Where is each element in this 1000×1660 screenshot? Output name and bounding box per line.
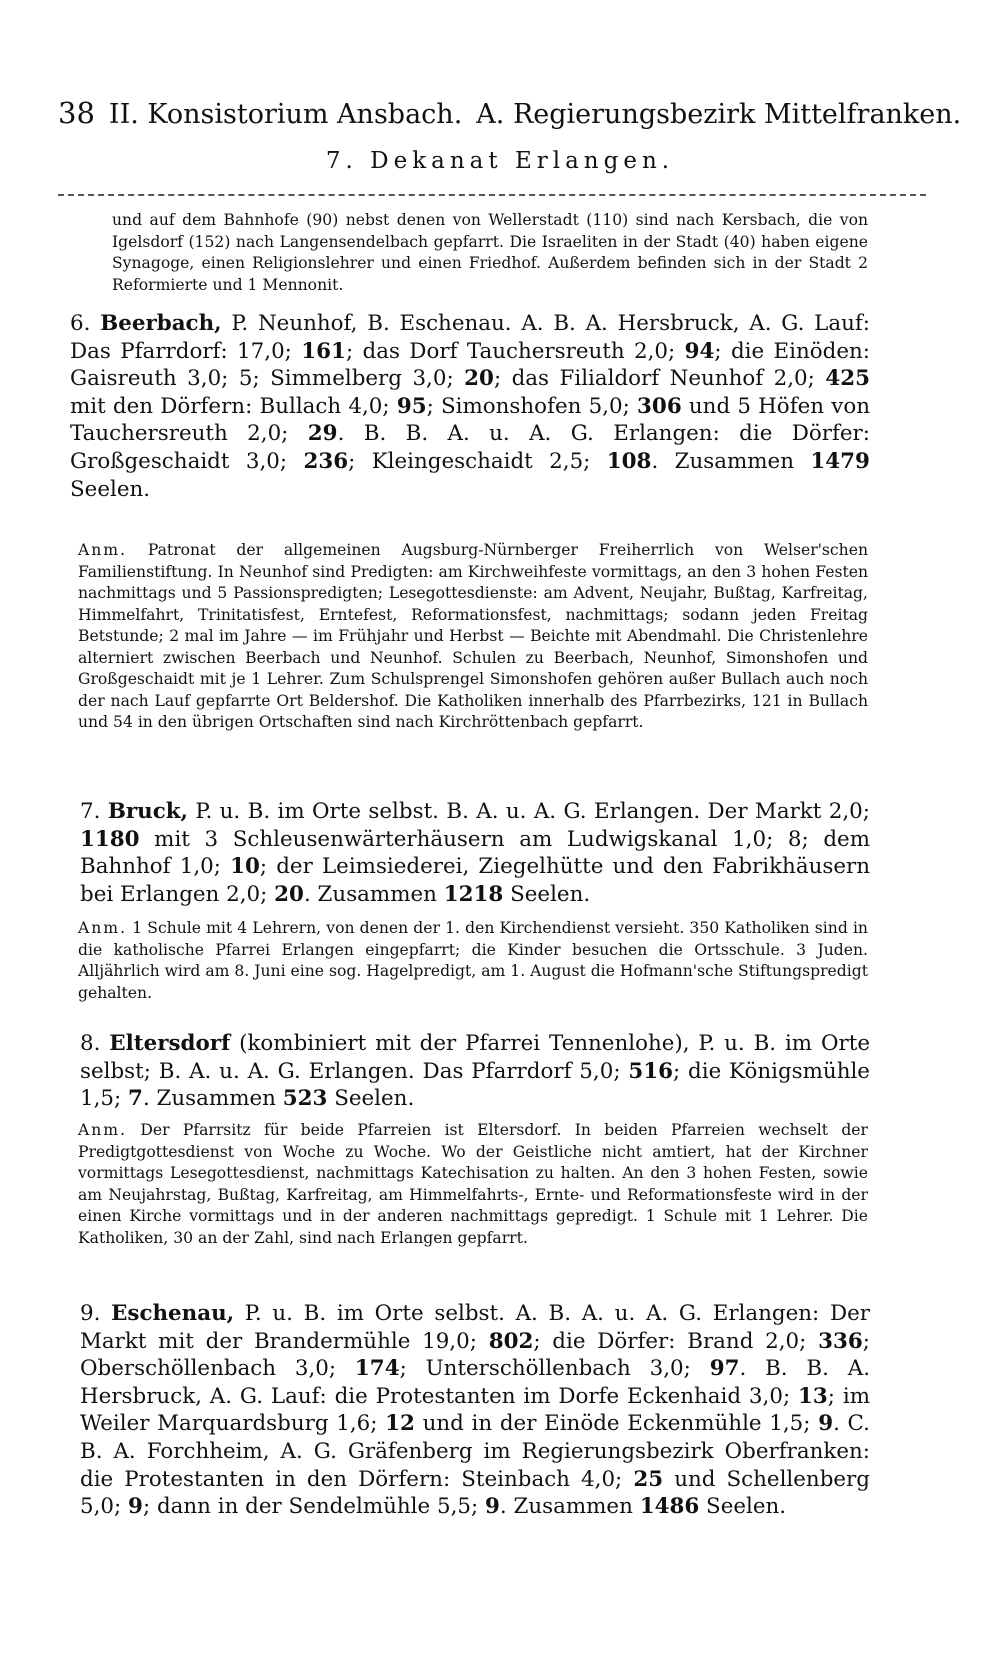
population-count: 7: [128, 1086, 143, 1112]
population-count: 174: [354, 1356, 400, 1382]
entry-text: und in der Einöde Eckenmühle 1,5;: [414, 1411, 811, 1437]
entry-text: ; das Filialdorf Neunhof 2,0;: [493, 366, 815, 392]
entry-beerbach: [70, 310, 870, 503]
entry-text: ; die Dörfer: Brand 2,0;: [533, 1328, 807, 1354]
entry-text: ; das Dorf Tauchersreuth 2,0;: [345, 338, 676, 364]
entry-text: . B. B. A. u. A. G. Erlangen: die Dörfer: Großgeschaidt 3,0;: [70, 421, 870, 474]
entry-text: P. u. B. im Orte selbst. A. B. A. u. A. G. Erlangen: Der Markt mit der Brandermühle 19,0;: [80, 1301, 870, 1354]
population-count: 12: [385, 1411, 415, 1437]
entry-text: ; die Einöden: Gaisreuth 3,0; 5; Simmelberg 3,0;: [70, 338, 870, 392]
population-count: 1180: [80, 826, 140, 852]
header-divider: [58, 194, 926, 196]
entry-text: . Zusammen: [303, 881, 437, 907]
note-label: Anm.: [78, 919, 128, 937]
entry-text: und Schellenberg 5,0;: [80, 1466, 870, 1520]
total-count: 1486: [639, 1494, 700, 1520]
entry-text: . Zusammen: [499, 1494, 633, 1520]
entry-name: Beerbach,: [100, 311, 222, 336]
population-count: 336: [818, 1328, 863, 1354]
entry-eschenau: [80, 1300, 870, 1521]
entry-text: Seelen.: [327, 1086, 415, 1112]
section-subtitle: 7. Dekanat Erlangen.: [325, 148, 675, 174]
header-title: II. Konsistorium Ansbach.: [108, 99, 463, 130]
entry-text: . Zusammen: [142, 1086, 276, 1112]
population-count: 97: [709, 1356, 740, 1382]
page-number: 38: [58, 96, 95, 130]
entry-name: Eschenau,: [111, 1301, 235, 1326]
entry-text: . B. B. A. Hersbruck, A. G. Lauf: die Protestanten im Dorfe Eckenhaid 3,0;: [80, 1356, 870, 1409]
entry-text: ; im Weiler Marquardsburg 1,6;: [80, 1383, 870, 1437]
population-count: 9: [818, 1411, 834, 1437]
entry-note-beerbach: [78, 540, 868, 734]
population-count: 108: [606, 448, 652, 474]
note-text: Der Pfarrsitz für beide Pfarreien ist Eltersdorf. In beiden Pfarreien wechselt der Predigtgottesdienst von Woche zu Woche. Wo der Geistliche nicht amtiert, hat der Kirchner vormittags Lesegottesdienst, nachmittags Katechisation zu halten. An den 3 hohen Festen, sowie am Neujahrstag, Bußtag, Karfreitag, am Himmelfahrts-, Ernte- und Reformationsfeste wird in der einen Kirche vormittags und in der anderen nachmittags gepredigt. 1 Schule mit 1 Lehrer. Die Katholiken, 30 an der Zahl, sind nach Erlangen gepfarrt.: [78, 1121, 868, 1247]
entry-text: mit 3 Schleusenwärterhäusern am Ludwigskanal 1,0; 8; dem Bahnhof 1,0;: [80, 826, 870, 880]
entry-text: ; Simonshofen 5,0;: [426, 393, 630, 419]
note-text: Patronat der allgemeinen Augsburg-Nürnberger Freiherrlich von Welser'schen Familienstiftung. In Neunhof sind Predigten: am Kirchweihfeste vormittags, an den 3 hohen Festen nachmittags und 5 Passionspredigten; Lesegottesdienste: am Advent, Neujahr, Bußtag, Karfreitag, Himmelfahrt, Trinitatisfest, Erntefest, Reformationsfest, nachmittags; sodann jeden Freitag Betstunde; 2 mal im Jahre — im Frühjahr und Herbst — Beichte mit Abendmahl. Die Christenlehre alterniert zwischen Beerbach und Neunhof. Schulen zu Beerbach, Neunhof, Simonshofen und Großgeschaidt mit je 1 Lehrer. Zum Schulsprengel Simonshofen gehören außer Bullach auch noch der nach Lauf gepfarrte Ort Beldershof. Die Katholiken innerhalb des Pfarrbezirks, 121 in Bullach und 54 in den übrigen Ortschaften sind nach Kirchröttenbach gepfarrt.: [78, 541, 868, 731]
entry-text: ; die Königsmühle 1,5;: [80, 1058, 870, 1112]
population-count: 29: [307, 421, 338, 447]
population-count: 10: [230, 854, 260, 880]
total-count: 1218: [443, 881, 504, 907]
population-count: 306: [637, 393, 682, 419]
entry-bruck: [80, 798, 870, 908]
note-text: 1 Schule mit 4 Lehrern, von denen der 1. den Kirchendienst versieht. 350 Katholiken sind in die katholische Pfarrei Erlangen eingepfarrt; die Kinder besuchen die Ortsschule. 3 Juden. Alljährlich wird am 8. Juni eine sog. Hagelpredigt, am 1. August die Hofmann'sche Stiftungspredigt gehalten.: [78, 919, 868, 1002]
entry-number: 7.: [80, 799, 101, 824]
intro-note: und auf dem Bahnhofe (90) nebst denen von Wellerstadt (110) sind nach Kersbach, die von Igelsdorf (152) nach Langensendelbach gepfarrt. Die Israeliten in der Stadt (40) haben eigene Synagoge, einen Religionslehrer und einen Friedhof. Außerdem befinden sich in der Stadt 2 Reformierte und 1 Mennonit.: [112, 211, 868, 294]
population-count: 425: [825, 366, 870, 392]
entry-text: Seelen.: [699, 1494, 787, 1520]
entry-text: und 5 Höfen von Tauchersreuth 2,0;: [70, 393, 870, 447]
entry-text: Seelen.: [503, 881, 591, 907]
entry-number: 8.: [80, 1031, 101, 1056]
page-header: [58, 96, 962, 132]
entry-text: (kombiniert mit der Pfarrei Tennenlohe), P. u. B. im Orte selbst; B. A. u. A. G. Erlangen. Das Pfarrdorf 5,0;: [80, 1031, 870, 1084]
entry-text: P. u. B. im Orte selbst. B. A. u. A. G. Erlangen. Der Markt 2,0;: [195, 799, 870, 824]
note-label: Anm.: [78, 541, 128, 559]
population-count: 95: [396, 393, 427, 419]
population-count: 802: [488, 1328, 534, 1354]
entry-note-eltersdorf: [78, 1120, 868, 1249]
note-label: Anm.: [78, 1121, 128, 1139]
entry-text: ; dann in der Sendelmühle 5,5;: [142, 1494, 479, 1520]
entry-text: ; Kleingeschaidt 2,5;: [348, 448, 591, 474]
population-count: 9: [128, 1494, 143, 1520]
entry-name: Bruck,: [107, 799, 189, 824]
entry-eltersdorf: [80, 1030, 870, 1113]
entry-number: 9.: [80, 1301, 101, 1326]
entry-text: Seelen.: [70, 476, 151, 502]
entry-name: Eltersdorf: [109, 1031, 231, 1056]
entry-text: ; der Leimsiederei, Ziegelhütte und den Fabrikhäusern bei Erlangen 2,0;: [80, 854, 870, 907]
entry-text: P. Neunhof, B. Eschenau. A. B. A. Hersbruck, A. G. Lauf: Das Pfarrdorf: 17,0;: [70, 311, 870, 364]
population-count: 161: [301, 338, 346, 364]
entry-text: mit den Dörfern: Bullach 4,0;: [70, 393, 390, 419]
entry-text: . C. B. A. Forchheim, A. G. Gräfenberg im Regierungsbezirk Oberfranken: die Protestanten in den Dörfern: Steinbach 4,0;: [80, 1411, 870, 1492]
population-count: 236: [303, 448, 349, 474]
population-count: 20: [274, 881, 304, 907]
header-region: A. Regierungsbezirk Mittelfranken.: [476, 99, 962, 130]
entry-text: . Zusammen: [651, 448, 794, 474]
entry-text: ; Unterschöllenbach 3,0;: [399, 1356, 691, 1382]
population-count: 94: [684, 338, 715, 364]
population-count: 20: [464, 366, 494, 392]
entry-text: ; Oberschöllenbach 3,0;: [80, 1328, 870, 1382]
population-count: 9: [485, 1494, 500, 1520]
entry-number: 6.: [70, 311, 91, 336]
total-count: 523: [282, 1086, 328, 1112]
population-count: 13: [798, 1383, 828, 1409]
entry-note-bruck: [78, 918, 868, 1004]
population-count: 516: [628, 1058, 674, 1084]
population-count: 25: [633, 1466, 664, 1492]
total-count: 1479: [810, 448, 870, 474]
